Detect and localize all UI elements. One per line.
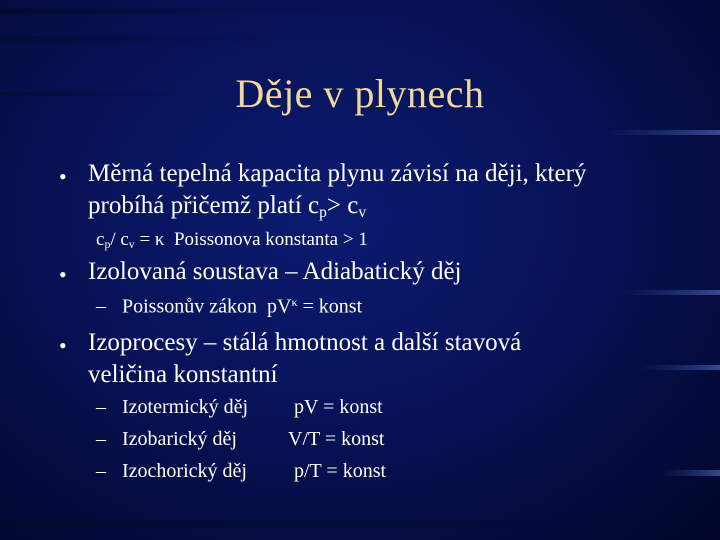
bullet-marker: •	[59, 164, 67, 189]
bullet-3-line-2: veličina konstantní	[88, 361, 278, 388]
bullet-1-line-2	[88, 192, 366, 222]
process-name-isobaric: Izobarický děj	[122, 428, 237, 450]
formula-slash: / c	[110, 229, 129, 250]
bullet-1-line-1: Měrná tepelná kapacita plynu závisí na ději, který	[88, 160, 587, 187]
formula-sub-p: p	[104, 237, 111, 251]
dash-marker: –	[96, 396, 106, 418]
poisson-law-formula-a: pV	[267, 295, 292, 318]
process-formula-isothermal: pV = konst	[294, 396, 383, 418]
poisson-law-line	[122, 295, 362, 319]
process-name-isochoric: Izochorický děj	[122, 460, 247, 482]
poisson-law-formula-b: = konst	[297, 295, 363, 318]
process-formula-isochoric: p/T = konst	[294, 460, 387, 482]
page-title: Děje v plynech	[235, 71, 485, 116]
poisson-law-name: Poissonův zákon	[122, 295, 257, 318]
subscript-p: p	[319, 203, 327, 221]
poisson-law-kappa: κ	[291, 295, 298, 309]
bullet-marker: •	[59, 262, 67, 287]
dash-marker: –	[96, 295, 106, 317]
dash-marker: –	[96, 460, 106, 482]
bullet-3-line-1: Izoprocesy – stálá hmotnost a další stavová	[88, 329, 522, 356]
bullet-marker: •	[59, 333, 67, 358]
dash-marker: –	[96, 428, 106, 450]
formula-c: c	[96, 229, 105, 250]
bullet-1-line-2-text: probíhá přičemž platí c	[88, 192, 320, 219]
subscript-v: v	[358, 203, 367, 221]
bullet-1-line-2-rest: > c	[326, 192, 359, 219]
process-formula-isobaric: V/T = konst	[288, 428, 385, 450]
bullet-2-text: Izolovaná soustava – Adiabatický děj	[88, 258, 462, 285]
process-name-isothermal: Izotermický děj	[122, 396, 249, 418]
formula-rest: = κ Poissonova konstanta > 1	[134, 229, 368, 250]
poisson-constant-formula	[96, 229, 368, 252]
formula-sub-v: v	[128, 237, 135, 251]
